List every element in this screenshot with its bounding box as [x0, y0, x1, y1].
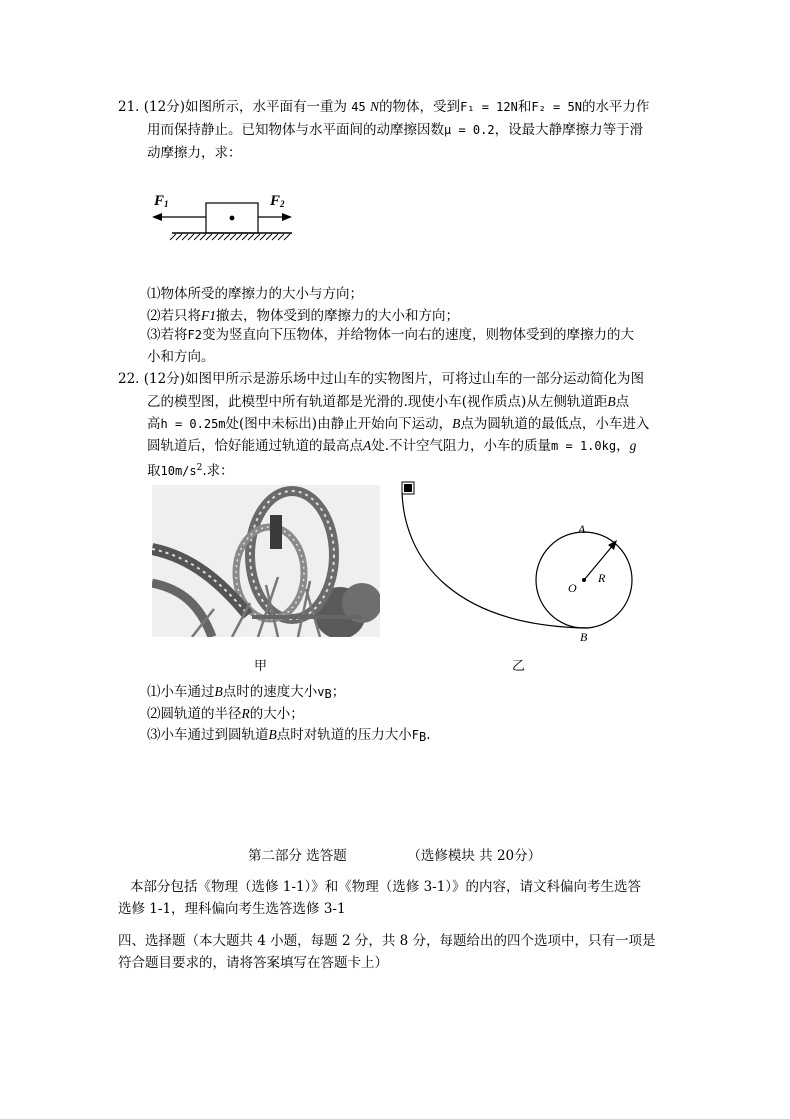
part2-intro-2: 选修 1-1，理科偏向考生选答选修 3-1: [118, 901, 346, 917]
part2-title-note: （选修模块 共 20分）: [407, 848, 542, 864]
q22-line-4: 圆轨道后，恰好能通过轨道的最高点A处.不计空气阻力，小车的质量m = 1.0kg，g: [147, 438, 637, 454]
q22-number: 22.: [118, 371, 140, 387]
q21-force-diagram: [150, 185, 300, 245]
diagram-label-B: B: [580, 630, 588, 644]
q22-sub-2: ⑵圆轨道的半径R的大小；: [147, 706, 304, 722]
roller-coaster-photo: [152, 485, 380, 637]
section4-line-2: 符合题目要求的，请将答案填写在答题卡上）: [118, 955, 388, 971]
caption-right: 乙: [512, 659, 526, 674]
q21-line-1: 21. (12分)如图所示，水平面有一重为 45 N的物体，受到F₁ = 12N和F₂ = 5N的水平力作: [118, 99, 650, 115]
part2-intro-1: 本部分包括《物理（选修 1-1）》和《物理（选修 3-1）》的内容，请文科偏向考生选答: [130, 879, 642, 895]
q22-line-2: 乙的模型图，此模型中所有轨道都是光滑的.现使小车(视作质点)从左侧轨道距B点: [147, 394, 630, 410]
q21-number: 21.: [118, 99, 140, 115]
q22-line-3: 高h = 0.25m处(图中未标出)由静止开始向下运动，B点为圆轨道的最低点，小车进入: [147, 416, 650, 432]
q21-sub-3-cont: 小和方向。: [147, 349, 215, 365]
q22-line-1: 22. (12分)如图甲所示是游乐场中过山车的实物图片，可将过山车的一部分运动简化为图: [118, 371, 644, 387]
q22-line-5: 取$10m/s^2$.求：: [147, 463, 234, 479]
part2-title: 第二部分 选答题: [248, 848, 347, 864]
caption-left: 甲: [254, 659, 268, 674]
q21-fig-label-F1: $F_1$: [154, 193, 169, 209]
diagram-label-A: A: [578, 522, 586, 536]
q22-sub-1: ⑴小车通过B点时的速度大小vB；: [147, 684, 346, 701]
q21-line-2: 用而保持静止。已知物体与水平面间的动摩擦因数μ = 0.2，设最大静摩擦力等于滑: [147, 122, 644, 138]
section4-line-1: 四、选择题（本大题共 4 小题，每题 2 分，共 8 分，每题给出的四个选项中，只有一项是: [118, 933, 656, 949]
diagram-label-O: O: [568, 581, 577, 595]
q22-sub-3: ⑶小车通过到圆轨道B点时对轨道的压力大小FB.: [147, 727, 431, 744]
q21-sub-2: ⑵若只将F1撤去，物体受到的摩擦力的大小和方向；: [147, 308, 459, 324]
loop-track-diagram: [392, 478, 642, 648]
diagram-label-R: R: [598, 571, 606, 585]
q21-sub-3: ⑶若将F2变为竖直向下压物体，并给物体一向右的速度，则物体受到的摩擦力的大: [147, 327, 634, 343]
part2-heading: [248, 845, 541, 867]
q21-sub-1: ⑴物体所受的摩擦力的大小与方向；: [147, 286, 363, 302]
q21-fig-label-F2: $F_2$: [270, 193, 285, 209]
q21-line-3: 动摩擦力，求：: [147, 145, 242, 161]
